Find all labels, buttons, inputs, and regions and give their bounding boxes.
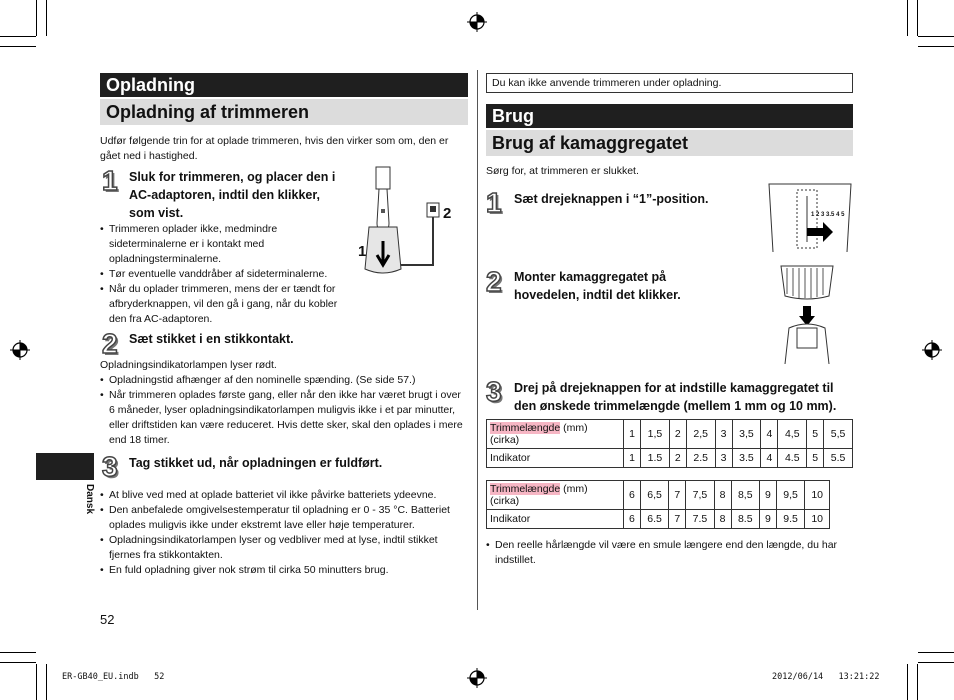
sub-heading: Brug af kamaggregatet (486, 130, 853, 156)
registration-mark-icon (10, 340, 30, 360)
crop-mark (918, 36, 954, 37)
table-row: Trimmelængde (mm) (cirka) 1 1,5 2 2,5 3 3,5 4 4,5 5 5,5 (487, 420, 853, 449)
list-item: • Opladningsindikatorlampen lyser og vedbliver med at lyse, indtil stikket fjernes fra stikkontakten. (100, 533, 464, 563)
language-tab: Dansk (84, 484, 95, 515)
dial-mark: 4 (836, 212, 840, 218)
list-item: • Tør eventuelle vanddråber af sideterminalerne. (100, 267, 350, 282)
notice-box: Du kan ikke anvende trimmeren under opladning. (486, 73, 853, 93)
dial-illustration (767, 182, 853, 254)
registration-mark-icon (467, 668, 487, 688)
step-number: 1 (486, 187, 502, 218)
crop-mark (46, 0, 47, 36)
list-item: • En fuld opladning giver nok strøm til cirka 50 minutters brug. (100, 563, 464, 578)
intro-text: Udfør følgende trin for at oplade trimmeren, hvis den virker som om, den er gået ned i hastighed. (100, 135, 449, 162)
note-text: Opladningsindikatorlampen lyser rødt. (100, 359, 277, 371)
section-heading: Brug (486, 104, 853, 128)
side-tab-block (36, 453, 94, 480)
dial-marks-icon (811, 212, 844, 218)
registration-mark-icon (922, 340, 942, 360)
list-item: • At blive ved med at oplade batteriet vil ikke påvirke batteriets ydeevne. (100, 488, 464, 503)
step-number: 1 (102, 165, 118, 196)
footer-timestamp: 2012/06/14 13:21:22 (772, 672, 880, 682)
table-row: Indikator 1 1.5 2 2.5 3 3.5 4 4.5 5 5.5 (487, 449, 853, 468)
bullet-list (100, 373, 464, 448)
charging-illustration (355, 165, 467, 285)
list-item: • Den reelle hårlængde vil være en smule længere end den længde, du har indstillet. (486, 538, 846, 568)
crop-mark (36, 0, 37, 36)
list-item: • Trimmeren oplader ikke, medmindre sideterminalerne er i kontakt med opladningsterminalerne. (100, 222, 350, 267)
step-text: Sluk for trimmeren, og placer den i AC-adaptoren, indtil den klikker, som vist. (129, 170, 336, 220)
length-table-1 (486, 419, 853, 468)
dial-mark: 2 (816, 212, 820, 218)
bullet-list (100, 222, 350, 327)
footer-file: ER-GB40_EU.indb 52 (62, 672, 165, 682)
crop-mark (918, 662, 954, 663)
crop-mark (918, 652, 954, 653)
intro-text: Sørg for, at trimmeren er slukket. (486, 165, 639, 177)
column-divider (477, 70, 478, 610)
crop-mark (0, 662, 36, 663)
step-number: 3 (486, 376, 502, 407)
list-item: • Den anbefalede omgivelsestemperatur til opladning er 0 - 35 °C. Batteriet oplades muligvis ikke under ekstremt lave eller høje temperaturer. (100, 503, 464, 533)
list-item: • Når trimmeren oplades første gang, eller når den ikke har været brugt i over 6 måneder, lyser opladningsindikatorlampen muligvis ikke i et par minutter, eller driftstiden kan være reduceret. Hvis dette sker, skal den oplades i mere end 18 timer. (100, 388, 464, 448)
dial-mark: 1 (811, 212, 815, 218)
table-header: Trimmelængde (mm) (cirka) (487, 481, 624, 510)
crop-mark (907, 0, 908, 36)
comb-attachment-illustration (777, 262, 837, 366)
page-number: 52 (100, 612, 115, 627)
table-row: Indikator 6 6.5 7 7.5 8 8.5 9 9.5 10 (487, 510, 830, 529)
step-number: 2 (102, 328, 118, 359)
dial-mark: 3 (821, 212, 825, 218)
crop-mark (907, 664, 908, 700)
step-text: Sæt stikket i en stikkontakt. (129, 332, 294, 346)
table-header: Trimmelængde (mm) (cirka) (487, 420, 624, 449)
list-item: • Når du oplader trimmeren, mens der er tændt for afbryderknappen, vil den gå i gang, når du kobler den fra AC-adaptoren. (100, 282, 350, 327)
crop-mark (917, 664, 918, 700)
dial-mark: 3.5 (826, 212, 835, 218)
figure-label: 2 (443, 205, 452, 222)
step-text: Sæt drejeknappen i “1”-position. (514, 192, 709, 206)
registration-mark-icon (467, 12, 487, 32)
bullet-list (486, 538, 846, 568)
crop-mark (0, 46, 36, 47)
figure-label: 1 (358, 243, 367, 260)
crop-mark (0, 36, 36, 37)
sub-heading: Opladning af trimmeren (100, 99, 468, 125)
step-number: 2 (486, 266, 502, 297)
crop-mark (917, 0, 918, 36)
length-table-2 (486, 480, 830, 529)
list-item: • Opladningstid afhænger af den nominelle spænding. (Se side 57.) (100, 373, 464, 388)
bullet-list (100, 488, 464, 578)
crop-mark (36, 664, 37, 700)
crop-mark (46, 664, 47, 700)
step-text: Monter kamaggregatet på hovedelen, indtil det klikker. (514, 270, 681, 302)
crop-mark (918, 46, 954, 47)
step-text: Tag stikket ud, når opladningen er fuldført. (129, 456, 383, 470)
step-text: Drej på drejeknappen for at indstille kamaggregatet til den ønskede trimmelængde (mellem 1 mm og 10 mm). (514, 381, 837, 413)
section-heading: Opladning (100, 73, 468, 97)
step-number: 3 (102, 451, 118, 482)
crop-mark (0, 652, 36, 653)
table-row: Trimmelængde (mm) (cirka) 6 6,5 7 7,5 8 8,5 9 9,5 10 (487, 481, 830, 510)
dial-mark: 5 (841, 212, 845, 218)
